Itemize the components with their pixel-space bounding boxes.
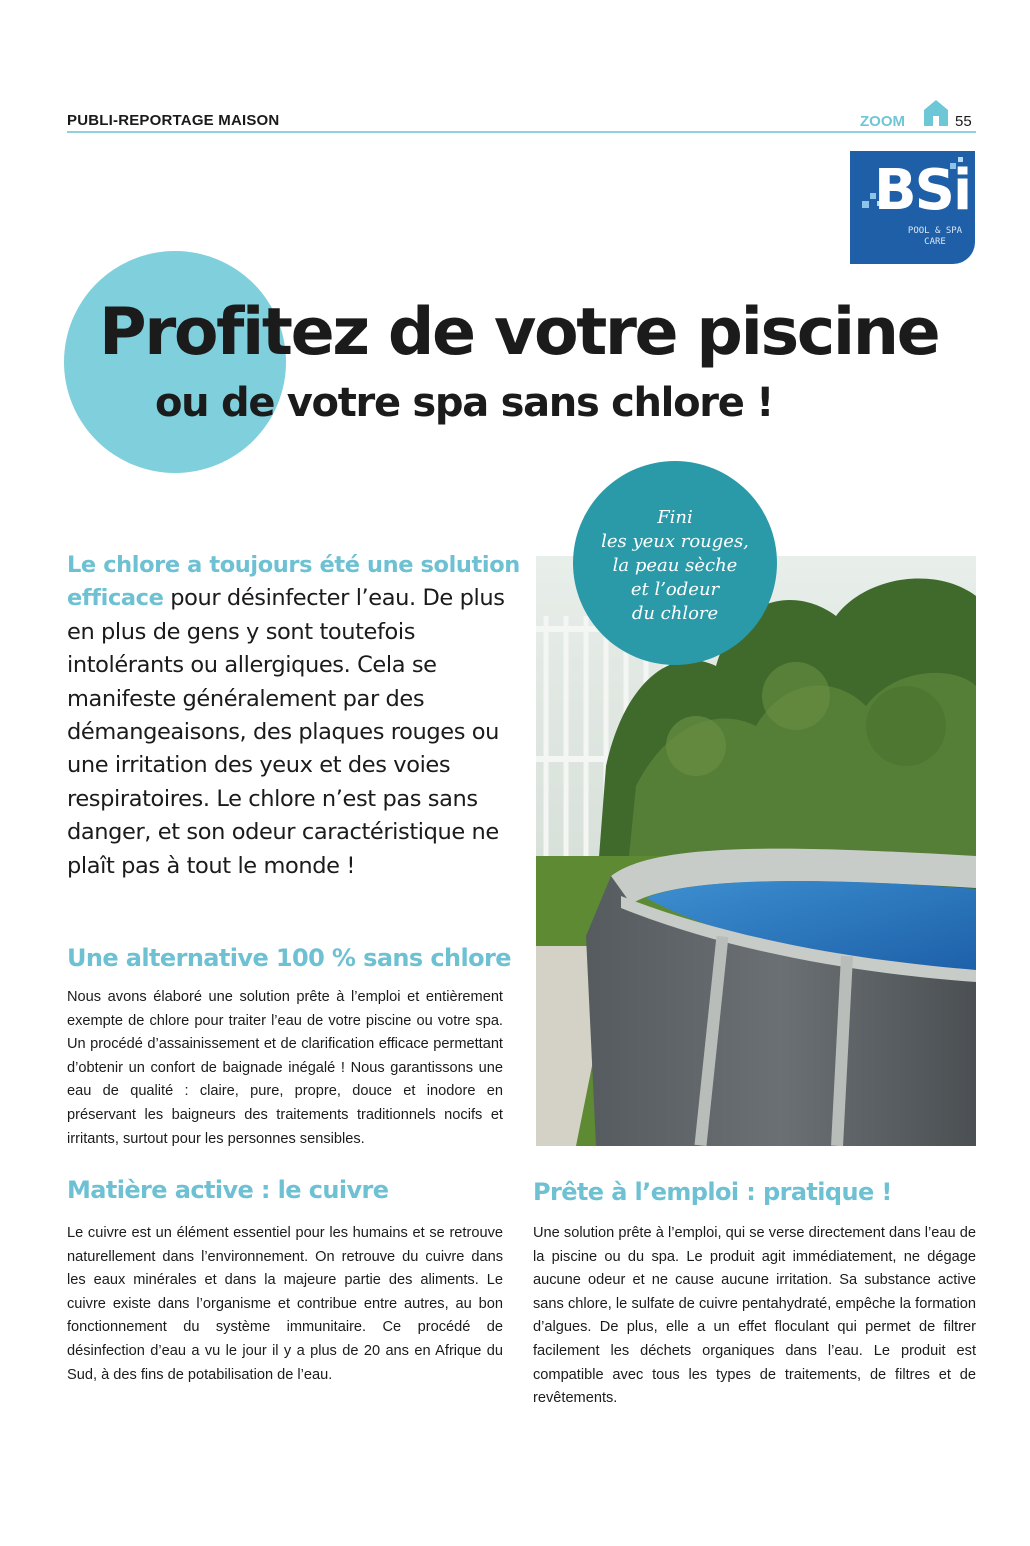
callout-line: et l’odeur bbox=[630, 579, 720, 600]
page-title: Profitez de votre piscine bbox=[99, 295, 939, 370]
body-pratique: Une solution prête à l’emploi, qui se verse directement dans l’eau de la piscine ou du spa. Le produit agit immédiatement, ne dégage aucune odeur et ne cause aucune irritation. Sa substance active sans chlore, le sulfate de cuivre pentahydraté, empêche la formation d’algues. De plus, elle a un effet floculant qui permet de filtrer facilement les déchets organiques dans l’eau. Le produit est compatible avec tous les types de traitements, de filtres et de revêtements. bbox=[533, 1225, 976, 1407]
pool-illustration bbox=[536, 556, 976, 1146]
bsi-logo bbox=[850, 151, 975, 264]
house-icon bbox=[922, 98, 950, 128]
intro-lead: Le chlore a toujours été une solution efficace bbox=[67, 552, 520, 612]
callout-line: les yeux rouges, bbox=[601, 531, 749, 552]
heading-cuivre: Matière active : le cuivre bbox=[67, 1176, 389, 1204]
intro-text: pour désinfecter l’eau. De plus en plus de gens y sont toutefois intolérants ou allergiques. Cela se manifeste généralement par des démangeaisons, des plaques rouges ou une irritation des yeux et des voies respiratoires. Le chlore n’est pas sans danger, et son odeur caractéristique ne plaît pas à tout le monde ! bbox=[67, 585, 505, 879]
header-divider bbox=[67, 131, 976, 133]
logo-tagline-line1: POOL & SPA bbox=[907, 226, 963, 236]
intro-paragraph bbox=[67, 549, 537, 883]
zoom-label: ZOOM bbox=[860, 113, 905, 130]
heading-alternative: Une alternative 100 % sans chlore bbox=[67, 944, 511, 972]
logo-tagline bbox=[900, 226, 970, 248]
page-subtitle: ou de votre spa sans chlore ! bbox=[155, 380, 774, 426]
heading-pratique: Prête à l’emploi : pratique ! bbox=[533, 1178, 892, 1206]
body-cuivre: Le cuivre est un élément essentiel pour les humains et se retrouve naturellement dans l’environnement. On retrouve du cuivre dans les eaux minérales et dans la majeure partie des aliments. Le cuivre existe dans l’organisme et contribue entre autres, au bon fonctionnement du système immunitaire. Ce procédé de désinfection d’eau a vu le jour il y a plus de 20 ans en Afrique du Sud, à des fins de potabilisation de l’eau. bbox=[67, 1225, 503, 1383]
pool-photo bbox=[536, 556, 976, 1146]
body-alternative: Nous avons élaboré une solution prête à l’emploi et entièrement exempte de chlore pour traiter l’eau de votre piscine ou votre spa. Un procédé d’assainissement et de clarification efficace permettant d’obtenir un confort de baignade inégalé ! Nous garantissons une eau de qualité : claire, pure, propre, douce et inodore en préservant les baigneurs des traitements traditionnels nocifs et irritants, surtout pour les personnes sensibles. bbox=[67, 989, 503, 1147]
callout-line: Fini bbox=[657, 507, 693, 528]
callout-line: la peau sèche bbox=[612, 555, 738, 576]
callout-line: du chlore bbox=[631, 603, 719, 624]
callout-text bbox=[573, 506, 777, 626]
section-label: PUBLI-REPORTAGE MAISON bbox=[67, 112, 280, 129]
page-number: 55 bbox=[955, 113, 972, 130]
logo-tagline-line2: CARE bbox=[924, 237, 946, 247]
logo-wordmark: BSi bbox=[874, 158, 971, 223]
